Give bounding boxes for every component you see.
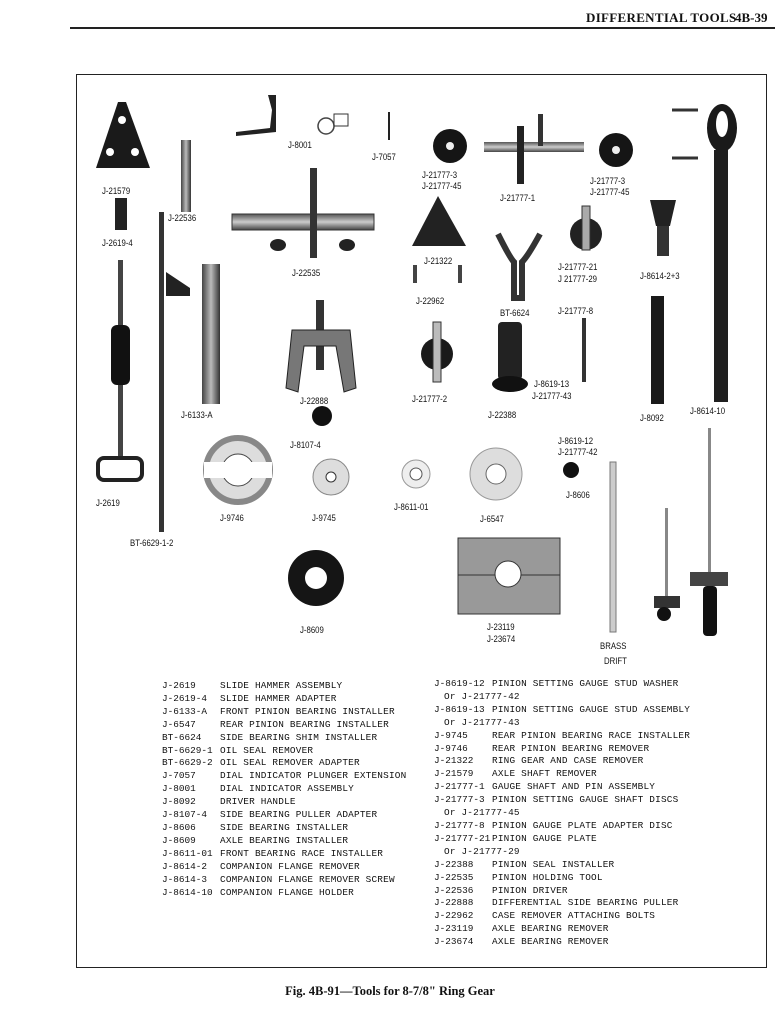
legend-code: BT-6624 [162,731,202,743]
legend-row [434,755,690,768]
tool-label: J-21777-2 [412,394,448,405]
gauge-body-image [421,322,453,382]
legend-description: Or J-21777-29 [444,845,520,857]
legend-description: COMPANION FLANGE REMOVER SCREW [220,873,395,885]
tool-label: J-8614-10 [690,406,726,417]
legend-row [434,897,690,910]
tool-label: DRIFT [604,656,627,667]
legend-description: DIAL INDICATOR ASSEMBLY [220,783,354,795]
tool-label: J-21777-45 [422,181,462,192]
legend-code: J-21322 [434,755,474,767]
pinion-driver-image [181,140,191,212]
legend-row [162,848,406,861]
legend-description: PINION SETTING GAUGE STUD WASHER [492,678,679,689]
legend-description: PINION GAUGE PLATE [492,832,597,844]
axle-bearing-remover-image [458,538,560,614]
tool-label: J-8619-12 [558,436,594,447]
legend-row [162,745,406,758]
legend-code: J-23674 [434,936,474,948]
legend-row [162,874,406,887]
legend-row [434,794,690,807]
axle-bearing-installer-image [288,550,344,606]
tool-label: J-8619-13 [534,379,570,390]
pinion-holding-tool-image [232,168,374,258]
legend-row [434,885,690,898]
legend-description: PINION HOLDING TOOL [492,871,603,883]
tool-label: J-8609 [300,625,324,636]
legend-row [434,910,690,923]
legend-description: REAR PINION BEARING RACE INSTALLER [492,729,691,741]
driver-handle-image [651,296,664,404]
companion-flange-remover-image [650,200,676,256]
legend-description: DIAL INDICATOR PLUNGER EXTENSION [220,770,407,782]
race-installer-image [313,459,349,495]
legend-description: FRONT BEARING RACE INSTALLER [220,847,384,859]
legend-row [162,796,406,809]
tool-label: J-23119 [487,622,515,633]
front-bearing-installer-image [202,264,220,404]
tool-label: BRASS [600,641,627,652]
legend-row [162,835,406,848]
tool-label: J-22536 [168,213,197,224]
legend-code: J-8107-4 [162,809,208,821]
legend-code: J-8619-13 [434,703,485,715]
legend-description: PINION SEAL INSTALLER [492,858,615,870]
oil-seal-remover-image [159,212,190,532]
legend-code: J-9745 [434,729,468,741]
tool-label: J-21777-3 [590,176,626,187]
legend-description: OIL SEAL REMOVER ADAPTER [220,757,360,769]
legend-code: J-8614-10 [162,886,213,898]
legend-row [162,861,406,874]
legend-row [162,680,406,693]
legend-description: PINION GAUGE PLATE ADAPTER DISC [492,819,673,831]
tool-label: J-6133-A [181,410,213,421]
tool-label: J-9745 [312,513,336,524]
legend-description: SIDE BEARING INSTALLER [220,821,349,833]
legend-row [434,807,690,820]
legend-code: J-8619-12 [434,678,485,689]
legend-description: SIDE BEARING SHIM INSTALLER [220,731,378,743]
legend-description: FRONT PINION BEARING INSTALLER [220,705,395,717]
tool-label: J-8107-4 [290,440,321,451]
page-number: 4B-39 [735,10,768,25]
legend-row [162,783,406,796]
legend-description: AXLE BEARING REMOVER [492,936,609,948]
slide-hammer-adapter-image [115,198,127,230]
puller-adapter-image [204,438,272,502]
tool-label: J-8614-2+3 [640,271,680,282]
tool-label: J-22388 [488,410,517,421]
tool-label: J-8611-01 [394,502,429,513]
legend-row [162,887,406,900]
legend-code: J-8614-3 [162,873,208,885]
legend-description: SLIDE HAMMER ADAPTER [220,692,337,704]
tool-label: J-23674 [487,634,516,645]
shim-installer-image [498,234,540,298]
legend-row [434,833,690,846]
legend-code: J-7057 [162,770,196,782]
tool-label: J-21777-21 [558,262,598,273]
legend-row [162,719,406,732]
legend-description: AXLE BEARING INSTALLER [220,834,349,846]
tool-label: J-8092 [640,413,664,424]
legend-row [162,732,406,745]
legend-code: J-8614-2 [162,860,208,872]
legend-description: AXLE BEARING REMOVER [492,923,609,935]
legend-row [434,820,690,833]
front-race-installer-image [402,460,430,488]
tool-label: J-21777-45 [590,187,630,198]
legend-row [434,859,690,872]
legend-code: J-22888 [434,897,474,909]
legend-row [434,717,690,730]
legend-row [434,691,690,704]
legend-description: GAUGE SHAFT AND PIN ASSEMBLY [492,781,656,793]
legend-description: SLIDE HAMMER ASSEMBLY [220,680,343,691]
tool-label: J-21777-43 [532,391,572,402]
legend-description: PINION SETTING GAUGE SHAFT DISCS [492,794,679,806]
legend-code: J-2619 [162,680,196,691]
legend-description: AXLE SHAFT REMOVER [492,768,597,780]
gauge-disc-image [433,129,467,163]
gauge-plate-image [570,206,602,250]
legend-description: Or J-21777-45 [444,807,520,819]
side-bearing-installer-image [563,462,579,478]
tool-label: J-21777-42 [558,447,598,458]
legend-code: J-8606 [162,821,196,833]
legend-description: PINION DRIVER [492,884,568,896]
axle-shaft-remover-image [96,102,150,168]
legend-code: J-6547 [162,718,196,730]
tool-label: J-21322 [424,256,453,267]
legend-code: J-8611-01 [162,847,213,859]
legend-description: RING GEAR AND CASE REMOVER [492,755,644,767]
legend-description: REAR PINION BEARING REMOVER [492,742,650,754]
tool-label: J-21579 [102,186,131,197]
legend-row [434,743,690,756]
legend-code: J-22388 [434,858,474,870]
tool-label: J-7057 [372,152,396,163]
legend-row [434,846,690,859]
legend-code: J-8092 [162,796,196,808]
torque-wrench-image [654,428,728,636]
tool-label: J-22962 [416,296,445,307]
legend-code: BT-6629-1 [162,744,213,756]
tool-label: J 21777-29 [558,274,597,285]
legend-code: J-21777-8 [434,819,485,831]
ring-gear-remover-image [412,196,466,283]
tool-label: BT-6624 [500,308,530,319]
legend-description: COMPANION FLANGE HOLDER [220,886,354,898]
tool-label: J-6547 [480,514,504,525]
legend-description: Or J-21777-43 [444,716,520,728]
legend-description: DRIVER HANDLE [220,796,296,808]
legend-code: J-21777-1 [434,781,485,793]
pinion-seal-installer-image [492,322,528,392]
legend-row [434,872,690,885]
legend-code: J-8609 [162,834,196,846]
tool-label: J-22888 [300,396,329,407]
legend-code: J-2619-4 [162,692,208,704]
legend-row [434,936,690,949]
legend-row [434,678,690,691]
legend-description: PINION SETTING GAUGE STUD ASSEMBLY [492,703,691,715]
side-bearing-puller-image [286,300,356,426]
legend-code: J-9746 [434,742,468,754]
legend-description: DIFFERENTIAL SIDE BEARING PULLER [492,897,679,909]
brass-drift-image [610,462,616,632]
figure-caption: Fig. 4B-91—Tools for 8-7/8" Ring Gear [285,984,495,998]
tool-label: J-21777-1 [500,193,536,204]
legend-row [434,781,690,794]
gauge-stud-image [582,318,586,382]
dial-indicator-image [236,95,348,136]
tool-legend-right [434,678,690,949]
companion-flange-holder-image [707,104,737,402]
tool-label: BT-6629-1-2 [130,538,174,549]
page-header-title: DIFFERENTIAL TOOLS [586,10,737,25]
legend-row [162,693,406,706]
legend-row [434,704,690,717]
legend-code: J-6133-A [162,705,208,717]
legend-description: Or J-21777-42 [444,690,520,702]
legend-description: COMPANION FLANGE REMOVER [220,860,360,872]
legend-row [162,809,406,822]
legend-code: BT-6629-2 [162,757,213,769]
legend-code: J-21777-21 [434,832,491,844]
legend-row [162,770,406,783]
legend-code: J-22536 [434,884,474,896]
legend-description: CASE REMOVER ATTACHING BOLTS [492,910,656,922]
gauge-disc-image [599,133,633,167]
legend-row [434,730,690,743]
tool-label: J-2619-4 [102,238,133,249]
legend-code: J-21579 [434,768,474,780]
tool-label: J-8606 [566,490,590,501]
tool-label: J-2619 [96,498,120,509]
legend-row [162,706,406,719]
legend-code: J-23119 [434,923,474,935]
legend-row [434,768,690,781]
tool-label: J-8001 [288,140,312,151]
legend-description: OIL SEAL REMOVER [220,744,314,756]
tool-label: J-9746 [220,513,244,524]
legend-description: SIDE BEARING PULLER ADAPTER [220,809,378,821]
slide-hammer-image [98,260,142,480]
tool-label: J-21777-3 [422,170,458,181]
legend-code: J-8001 [162,783,196,795]
legend-description: REAR PINION BEARING INSTALLER [220,718,389,730]
legend-row [162,822,406,835]
legend-code: J-21777-3 [434,794,485,806]
legend-row [162,757,406,770]
legend-code: J-22535 [434,871,474,883]
tool-label: J-22535 [292,268,321,279]
gauge-shaft-image [484,114,584,184]
rear-bearing-installer-image [470,448,522,500]
legend-row [434,923,690,936]
tool-label: J-21777-8 [558,306,594,317]
legend-code: J-22962 [434,910,474,922]
tool-legend-left [162,680,406,899]
